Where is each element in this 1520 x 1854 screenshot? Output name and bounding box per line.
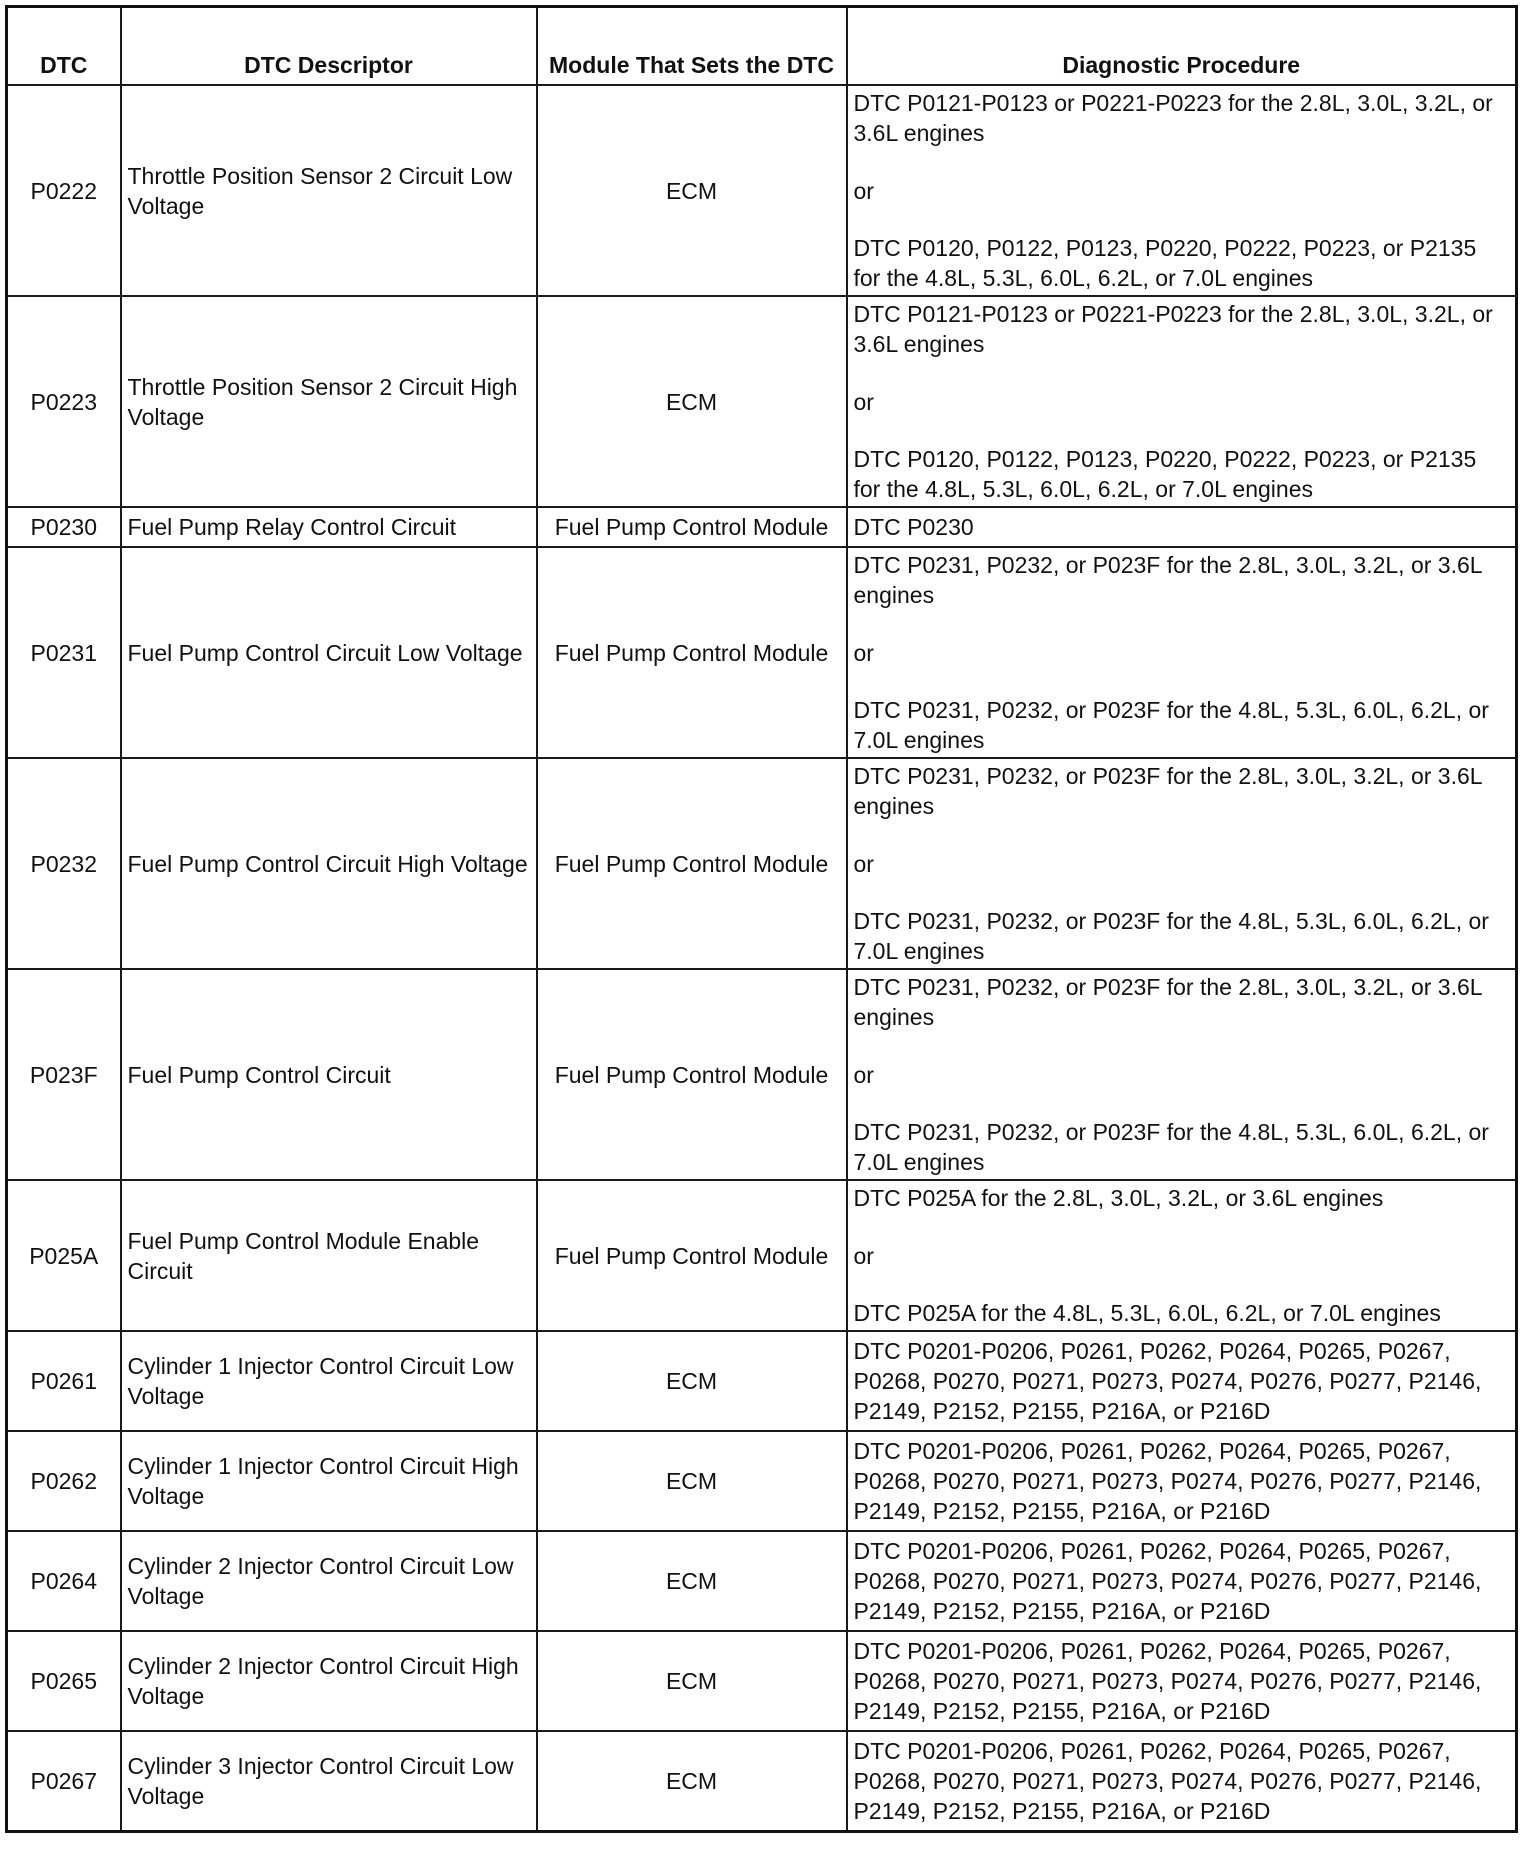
table-row bbox=[7, 507, 1517, 547]
table-row bbox=[7, 1631, 1517, 1731]
procedure-or: or bbox=[853, 177, 874, 204]
diagnostic-procedure: DTC P0201-P0206, P0261, P0262, P0264, P0265, P0267, P0268, P0270, P0271, P0273, P0274, P0276, P0277, P2146, P2149, P2152, P2155, P216A, or P216D bbox=[847, 1731, 1517, 1832]
table-row bbox=[7, 758, 1517, 969]
dtc-code: P0262 bbox=[7, 1431, 121, 1531]
dtc-code: P0222 bbox=[7, 85, 121, 296]
dtc-descriptor: Cylinder 1 Injector Control Circuit High Voltage bbox=[121, 1431, 537, 1531]
diagnostic-procedure bbox=[847, 969, 1517, 1180]
module-name: ECM bbox=[537, 296, 847, 507]
procedure-option-a: DTC P0121-P0123 or P0221-P0223 for the 2.8L, 3.0L, 3.2L, or 3.6L engines bbox=[853, 301, 1493, 357]
dtc-code: P0267 bbox=[7, 1731, 121, 1832]
module-name: ECM bbox=[537, 1331, 847, 1431]
dtc-code: P0231 bbox=[7, 547, 121, 758]
module-name: Fuel Pump Control Module bbox=[537, 758, 847, 969]
module-name: ECM bbox=[537, 85, 847, 296]
procedure-option-b: DTC P0120, P0122, P0123, P0220, P0222, P0223, or P2135 for the 4.8L, 5.3L, 6.0L, 6.2L, or 7.0L engines bbox=[853, 235, 1477, 291]
header-row bbox=[7, 7, 1517, 86]
dtc-descriptor: Cylinder 2 Injector Control Circuit Low Voltage bbox=[121, 1531, 537, 1631]
dtc-descriptor: Cylinder 2 Injector Control Circuit High Voltage bbox=[121, 1631, 537, 1731]
procedure-option-a: DTC P0231, P0232, or P023F for the 2.8L, 3.0L, 3.2L, or 3.6L engines bbox=[853, 552, 1482, 608]
diagnostic-procedure: DTC P0201-P0206, P0261, P0262, P0264, P0265, P0267, P0268, P0270, P0271, P0273, P0274, P0276, P0277, P2146, P2149, P2152, P2155, P216A, or P216D bbox=[847, 1331, 1517, 1431]
module-name: Fuel Pump Control Module bbox=[537, 547, 847, 758]
diagnostic-procedure: DTC P0230 bbox=[847, 507, 1517, 547]
table-row bbox=[7, 547, 1517, 758]
diagnostic-procedure bbox=[847, 1180, 1517, 1331]
dtc-descriptor: Fuel Pump Relay Control Circuit bbox=[121, 507, 537, 547]
procedure-or: or bbox=[853, 639, 874, 666]
header-dtc: DTC bbox=[7, 7, 121, 86]
dtc-code: P023F bbox=[7, 969, 121, 1180]
table-row bbox=[7, 296, 1517, 507]
procedure-option-a: DTC P0231, P0232, or P023F for the 2.8L, 3.0L, 3.2L, or 3.6L engines bbox=[853, 763, 1482, 819]
dtc-descriptor: Cylinder 1 Injector Control Circuit Low Voltage bbox=[121, 1331, 537, 1431]
diagnostic-procedure bbox=[847, 296, 1517, 507]
module-name: Fuel Pump Control Module bbox=[537, 969, 847, 1180]
procedure-or: or bbox=[853, 1061, 874, 1088]
header-module: Module That Sets the DTC bbox=[537, 7, 847, 86]
procedure-option-b: DTC P0120, P0122, P0123, P0220, P0222, P0223, or P2135 for the 4.8L, 5.3L, 6.0L, 6.2L, or 7.0L engines bbox=[853, 446, 1477, 502]
module-name: Fuel Pump Control Module bbox=[537, 507, 847, 547]
procedure-option-b: DTC P0231, P0232, or P023F for the 4.8L, 5.3L, 6.0L, 6.2L, or 7.0L engines bbox=[853, 908, 1489, 964]
dtc-code: P0232 bbox=[7, 758, 121, 969]
table-row bbox=[7, 1180, 1517, 1331]
diagnostic-procedure: DTC P0201-P0206, P0261, P0262, P0264, P0265, P0267, P0268, P0270, P0271, P0273, P0274, P0276, P0277, P2146, P2149, P2152, P2155, P216A, or P216D bbox=[847, 1431, 1517, 1531]
dtc-descriptor: Fuel Pump Control Circuit Low Voltage bbox=[121, 547, 537, 758]
header-procedure: Diagnostic Procedure bbox=[847, 7, 1517, 86]
procedure-option-b: DTC P0231, P0232, or P023F for the 4.8L, 5.3L, 6.0L, 6.2L, or 7.0L engines bbox=[853, 1119, 1489, 1175]
dtc-descriptor: Cylinder 3 Injector Control Circuit Low Voltage bbox=[121, 1731, 537, 1832]
procedure-or: or bbox=[853, 850, 874, 877]
dtc-descriptor: Throttle Position Sensor 2 Circuit High Voltage bbox=[121, 296, 537, 507]
module-name: ECM bbox=[537, 1731, 847, 1832]
table-row bbox=[7, 969, 1517, 1180]
dtc-code: P0261 bbox=[7, 1331, 121, 1431]
procedure-option-b: DTC P0231, P0232, or P023F for the 4.8L, 5.3L, 6.0L, 6.2L, or 7.0L engines bbox=[853, 697, 1489, 753]
diagnostic-procedure: DTC P0201-P0206, P0261, P0262, P0264, P0265, P0267, P0268, P0270, P0271, P0273, P0274, P0276, P0277, P2146, P2149, P2152, P2155, P216A, or P216D bbox=[847, 1631, 1517, 1731]
diagnostic-procedure bbox=[847, 758, 1517, 969]
procedure-option-a: DTC P0121-P0123 or P0221-P0223 for the 2.8L, 3.0L, 3.2L, or 3.6L engines bbox=[853, 90, 1493, 146]
dtc-code: P0264 bbox=[7, 1531, 121, 1631]
table-row bbox=[7, 1431, 1517, 1531]
module-name: ECM bbox=[537, 1631, 847, 1731]
diagnostic-procedure bbox=[847, 547, 1517, 758]
module-name: ECM bbox=[537, 1431, 847, 1531]
dtc-table bbox=[5, 5, 1518, 1833]
dtc-descriptor: Fuel Pump Control Module Enable Circuit bbox=[121, 1180, 537, 1331]
procedure-option-b: DTC P025A for the 4.8L, 5.3L, 6.0L, 6.2L, or 7.0L engines bbox=[853, 1300, 1441, 1326]
module-name: ECM bbox=[537, 1531, 847, 1631]
diagnostic-procedure bbox=[847, 85, 1517, 296]
dtc-code: P025A bbox=[7, 1180, 121, 1331]
dtc-code: P0230 bbox=[7, 507, 121, 547]
dtc-code: P0223 bbox=[7, 296, 121, 507]
table-row bbox=[7, 1731, 1517, 1832]
header-descriptor: DTC Descriptor bbox=[121, 7, 537, 86]
dtc-descriptor: Fuel Pump Control Circuit bbox=[121, 969, 537, 1180]
dtc-descriptor: Fuel Pump Control Circuit High Voltage bbox=[121, 758, 537, 969]
dtc-descriptor: Throttle Position Sensor 2 Circuit Low Voltage bbox=[121, 85, 537, 296]
table-row bbox=[7, 1531, 1517, 1631]
procedure-option-a: DTC P025A for the 2.8L, 3.0L, 3.2L, or 3.6L engines bbox=[853, 1185, 1384, 1211]
module-name: Fuel Pump Control Module bbox=[537, 1180, 847, 1331]
diagnostic-procedure: DTC P0201-P0206, P0261, P0262, P0264, P0265, P0267, P0268, P0270, P0271, P0273, P0274, P0276, P0277, P2146, P2149, P2152, P2155, P216A, or P216D bbox=[847, 1531, 1517, 1631]
document-page bbox=[5, 5, 1515, 1833]
procedure-or: or bbox=[853, 1242, 874, 1269]
procedure-or: or bbox=[853, 388, 874, 415]
table-row bbox=[7, 85, 1517, 296]
procedure-option-a: DTC P0231, P0232, or P023F for the 2.8L, 3.0L, 3.2L, or 3.6L engines bbox=[853, 974, 1482, 1030]
table-row bbox=[7, 1331, 1517, 1431]
dtc-code: P0265 bbox=[7, 1631, 121, 1731]
